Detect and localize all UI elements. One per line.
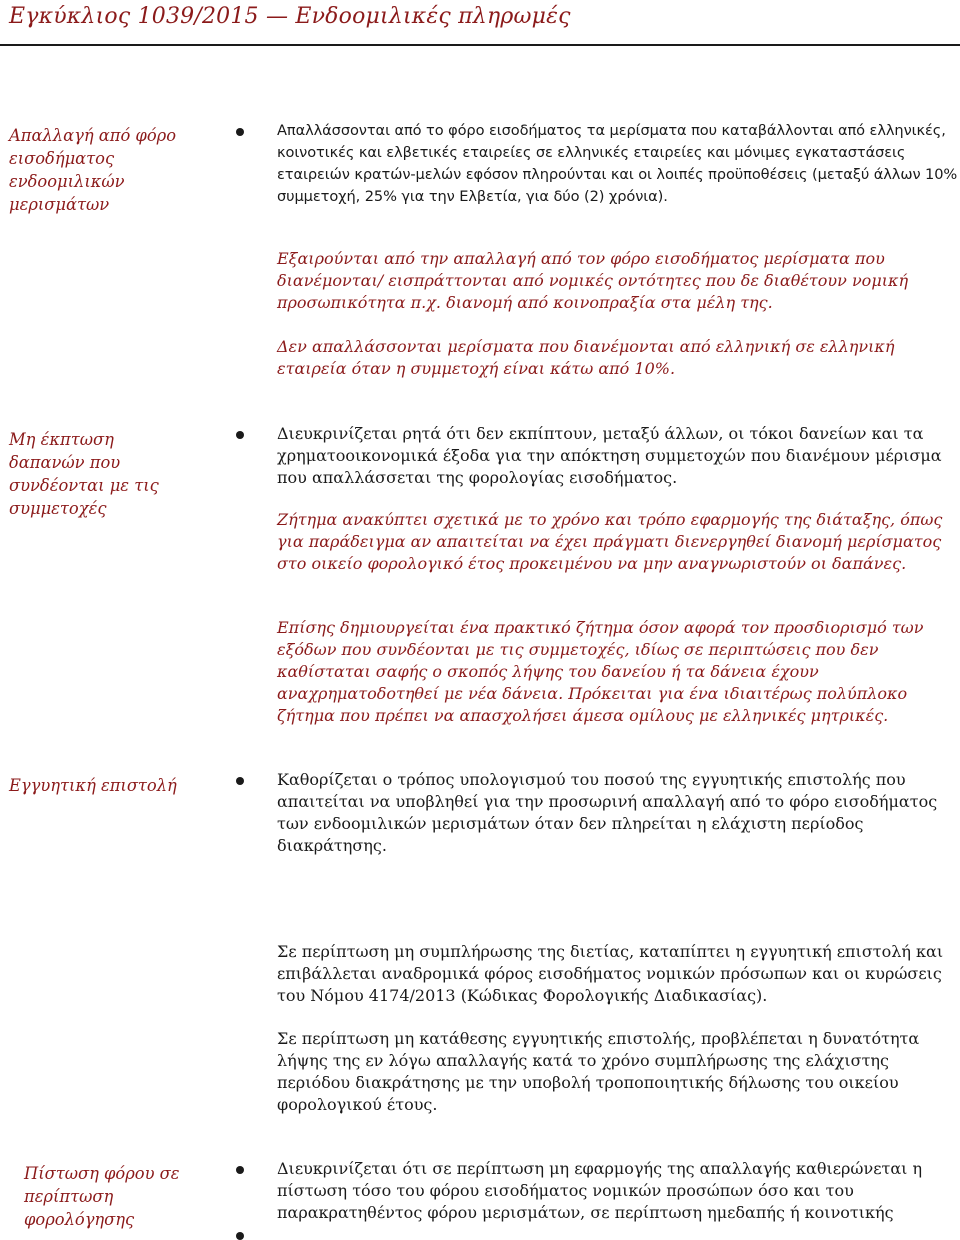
bullet-icon [236, 128, 244, 136]
section-paragraph: Διευκρινίζεται ρητά ότι δεν εκπίπτουν, μεταξύ άλλων, οι τόκοι δανείων και τα χρηματοοικονομικά έξοδα για την απόκτηση συμμετοχών που διανέμουν μέρισμα που απαλλάσσεται της φορολογίας εισοδήματος. [277, 424, 942, 487]
section-paragraph: Σε περίπτωση μη κατάθεσης εγγυητικής επιστολής, προβλέπεται η δυνατότητα λήψης της εν λόγω απαλλαγής κατά το χρόνο συμπλήρωσης της ελάχιστης περιόδου διακράτησης με την υποβολή τροποποιητικής δήλωσης του οικείου φορολογικού έτους. [277, 1029, 920, 1114]
section-label-tax-credit: Πίστωση φόρου σε περίπτωση φορολόγησης [24, 1164, 180, 1229]
bullet-icon [236, 777, 244, 785]
bullet-icon [236, 431, 244, 439]
section-paragraph: Καθορίζεται ο τρόπος υπολογισμού του ποσού της εγγυητικής επιστολής που απαιτείται να υποβληθεί για την προσωρινή απαλλαγή από το φόρο εισοδήματος των ενδοομιλικών μερισμάτων όταν δεν πληρείται η ελάχιστη περίοδος διακράτησης. [277, 770, 938, 855]
bullet-icon [236, 1232, 244, 1240]
section-paragraph-note: Ζήτημα ανακύπτει σχετικά με το χρόνο και τρόπο εφαρμογής της διάταξης, όπως για παράδειγμα αν απαιτείται να έχει πράγματι διενεργηθεί διανομή μερίσματος στο οικείο φορολογικό έτος προκειμένου να μην αναγνωριστούν οι δαπάνες. [277, 510, 943, 573]
section-paragraph: Διευκρινίζεται ότι σε περίπτωση μη εφαρμογής της απαλλαγής καθιερώνεται η πίστωση τόσο του φόρου εισοδήματος νομικών προσώπων όσο και του παρακρατηθέντος φόρου μερισμάτων, σε περίπτωση ημεδαπής ή κοινοτικής [277, 1159, 923, 1222]
bullet-icon [236, 1166, 244, 1174]
section-paragraph-note: Επίσης δημιουργείται ένα πρακτικό ζήτημα όσον αφορά τον προσδιορισμό των εξόδων που συνδέονται με τις συμμετοχές, ιδίως σε περιπτώσεις που δεν καθίσταται σαφής ο σκοπός λήψης του δανείου ή τα δάνεια έχουν αναχρηματοδοτηθεί με νέα δάνεια. Πρόκειται για ένα ιδιαιτέρως πολύπλοκο ζήτημα που πρέπει να απασχολήσει άμεσα ομίλους με ελληνικές μητρικές. [277, 618, 924, 725]
section-label-dividend-exemption: Απαλλαγή από φόρο εισοδήματος ενδοομιλικών μερισμάτων [9, 126, 176, 214]
section-label-guarantee-letter: Εγγυητική επιστολή [9, 776, 177, 795]
section-paragraph: Απαλλάσσονται από το φόρο εισοδήματος τα μερίσματα που καταβάλλονται από ελληνικές, κοινοτικές και ελβετικές εταιρείες σε ελληνικές εταιρείες και μόνιμες εγκαταστάσεις εταιρειών κρατών-μελών εφόσον πληρούνται και οι λοιπές προϋποθέσεις (μεταξύ άλλων 10% συμμετοχή, 25% για την Ελβετία, για δύο (2) χρόνια). [277, 122, 958, 205]
title-divider [0, 44, 960, 46]
section-label-expense-non-deduction: Μη έκπτωση δαπανών που συνδέονται με τις συμμετοχές [9, 430, 159, 518]
section-paragraph: Σε περίπτωση μη συμπλήρωσης της διετίας, καταπίπτει η εγγυητική επιστολή και επιβάλλεται αναδρομικά φόρος εισοδήματος νομικών πρόσωπων και οι κυρώσεις του Νόμου 4174/2013 (Κώδικας Φορολογικής Διαδικασίας). [277, 942, 944, 1005]
page-title: Εγκύκλιος 1039/2015 — Ενδοομιλικές πληρωμές [9, 4, 571, 29]
section-paragraph-note: Εξαιρούνται από την απαλλαγή από τον φόρο εισοδήματος μερίσματα που διανέμονται/ εισπράττονται από νομικές οντότητες που δε διαθέτουν νομική προσωπικότητα π.χ. διανομή από κοινοπραξία στα μέλη της. [277, 249, 909, 312]
section-paragraph-note: Δεν απαλλάσσονται μερίσματα που διανέμονται από ελληνική σε ελληνική εταιρεία όταν η συμμετοχή είναι κάτω από 10%. [277, 337, 895, 378]
